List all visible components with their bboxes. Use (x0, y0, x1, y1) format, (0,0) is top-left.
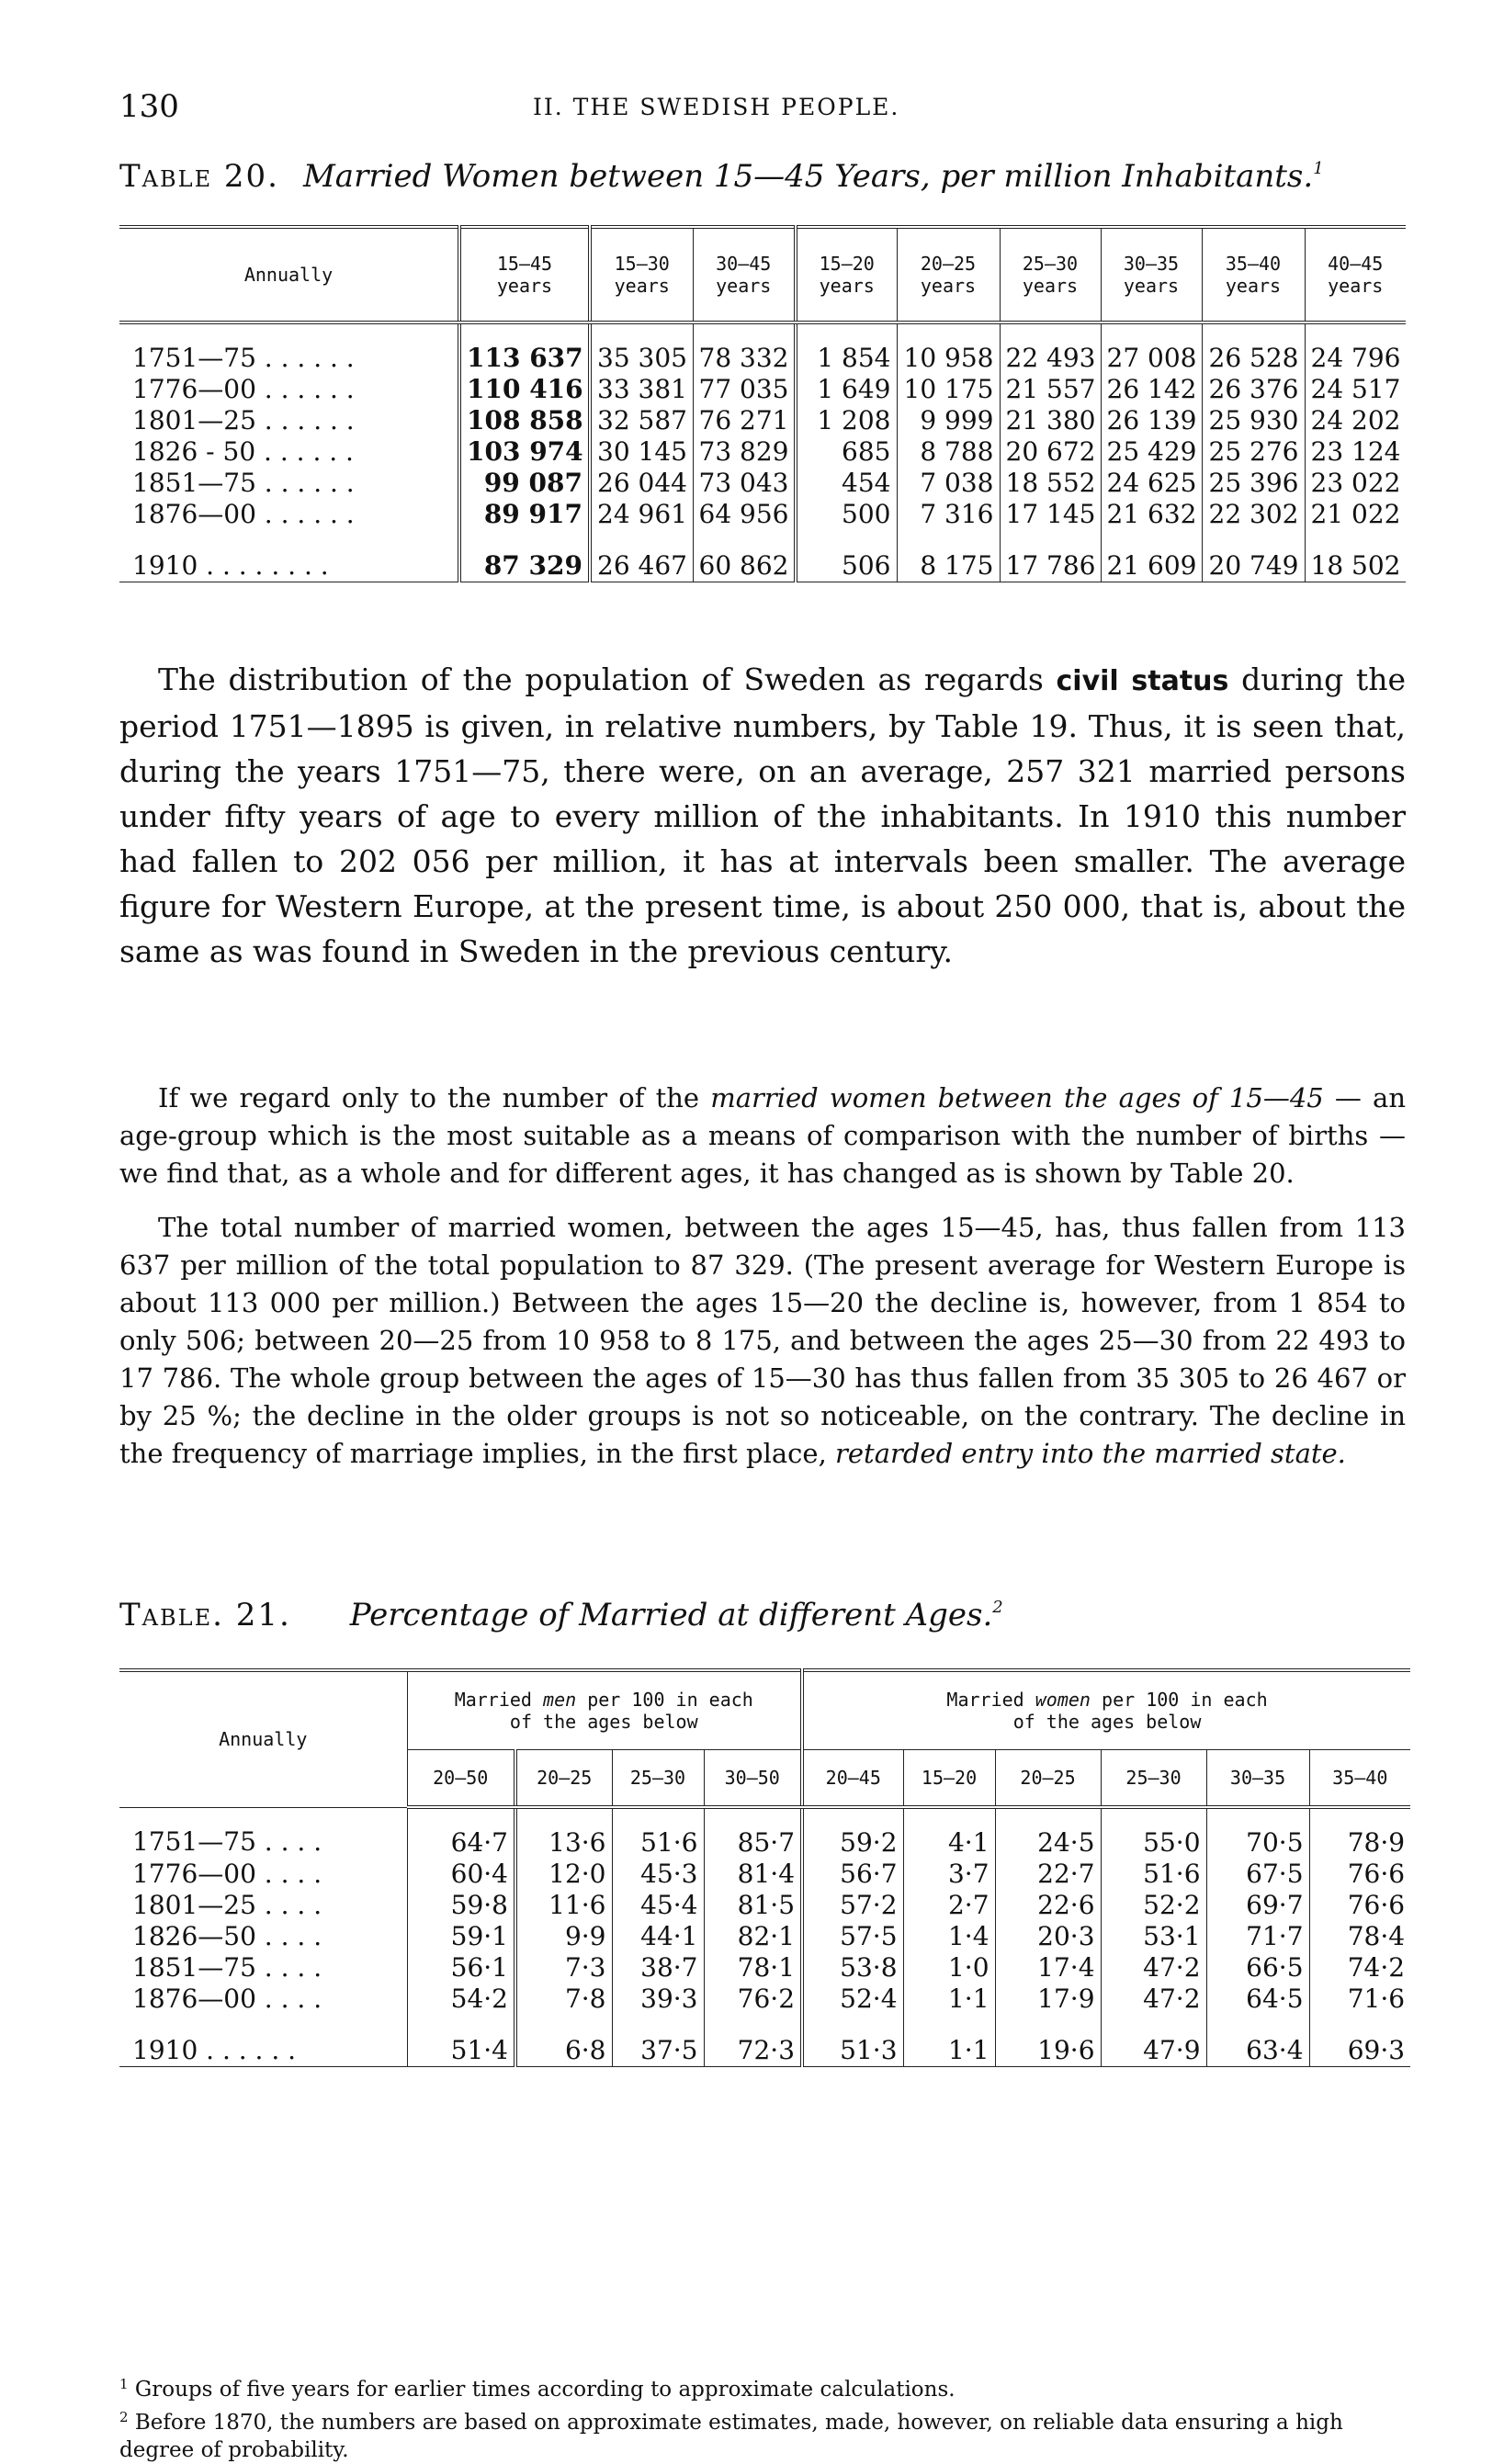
spacer-cell (1000, 530, 1101, 550)
spacer-cell (802, 2015, 903, 2035)
column-header (693, 227, 796, 322)
column-header (590, 227, 693, 322)
value-cell: 77 035 (693, 374, 796, 405)
value-cell: 7·3 (515, 1952, 612, 1984)
column-header: 20—25 (995, 1750, 1101, 1808)
value-cell: 76·6 (1309, 1859, 1410, 1890)
value-cell: 22 493 (1000, 322, 1101, 374)
column-unit: years (1022, 275, 1079, 297)
column-header (1000, 227, 1101, 322)
column-header (796, 227, 897, 322)
spacer-cell (903, 2015, 995, 2035)
value-cell: 85·7 (704, 1807, 802, 1859)
value-cell: 35 305 (590, 322, 693, 374)
value-cell: 9 999 (897, 405, 1000, 436)
value-cell: 500 (796, 499, 897, 530)
column-header: 25—30 (1101, 1750, 1206, 1808)
footnote-2: $^2$ Before 1870, the numbers are based on approximate estimates, made, however, on reliable data ensuring a high degree of probability. (119, 2409, 1343, 2462)
table-20-body (119, 322, 1406, 582)
period-cell: 1910 . . . . . . . . (132, 550, 329, 581)
period-cell: 1751—75 . . . . . . (132, 343, 355, 373)
column-unit: years (920, 275, 977, 297)
spacer-row (119, 2015, 1410, 2035)
value-cell: 103 974 (459, 436, 590, 468)
value-cell: 8 175 (897, 550, 1000, 582)
value-cell: 81·5 (704, 1890, 802, 1921)
value-cell: 44·1 (612, 1921, 704, 1952)
column-unit: years (496, 275, 553, 297)
value-cell: 59·8 (407, 1890, 515, 1921)
column-unit: years (1123, 275, 1180, 297)
column-header (1305, 227, 1406, 322)
spacer-row (119, 530, 1406, 550)
value-cell: 52·2 (1101, 1890, 1206, 1921)
value-cell: 25 276 (1202, 436, 1305, 468)
column-header (897, 227, 1000, 322)
spacer-cell (693, 530, 796, 550)
chapter-title: II. THE SWEDISH PEOPLE. (533, 94, 900, 120)
value-cell: 26 044 (590, 468, 693, 499)
value-cell: 71·6 (1309, 1984, 1410, 2015)
spacer-cell (590, 530, 693, 550)
value-cell: 27 008 (1101, 322, 1202, 374)
value-cell: 9·9 (515, 1921, 612, 1952)
value-cell: 1·1 (903, 2035, 995, 2067)
value-cell: 30 145 (590, 436, 693, 468)
value-cell: 10 175 (897, 374, 1000, 405)
period-cell: 1826 - 50 . . . . . . (132, 436, 354, 467)
table-20-corner: Annually (119, 227, 459, 322)
married-women-emphasis: married women between the ages of 15—45 (710, 1082, 1324, 1113)
column-unit: years (716, 275, 772, 297)
value-cell: 19·6 (995, 2035, 1101, 2067)
value-cell: 12·0 (515, 1859, 612, 1890)
table-row (119, 405, 1406, 436)
value-cell: 53·8 (802, 1952, 903, 1984)
column-unit: years (614, 275, 670, 297)
value-cell: 26 139 (1101, 405, 1202, 436)
value-cell: 26 142 (1101, 374, 1202, 405)
value-cell: 74·2 (1309, 1952, 1410, 1984)
table-21 (119, 1668, 1410, 2067)
table-21-caption (119, 1597, 1003, 1633)
value-cell: 24·5 (995, 1807, 1101, 1859)
value-cell: 7 316 (897, 499, 1000, 530)
value-cell: 3·7 (903, 1859, 995, 1890)
value-cell: 51·6 (612, 1807, 704, 1859)
value-cell: 76 271 (693, 405, 796, 436)
column-header: 20—45 (802, 1750, 903, 1808)
value-cell: 26 467 (590, 550, 693, 582)
table-20-caption (119, 158, 1324, 195)
value-cell: 10 958 (897, 322, 1000, 374)
value-cell: 25 396 (1202, 468, 1305, 499)
value-cell: 73 829 (693, 436, 796, 468)
paragraph-civil-status: The distribution of the population of Sweden as regards civil status during the period 1751—1895 is given, in relative numbers, by Table 19. Thus, it is seen that, during the years 1751—75, there were, on an average, 257 321 married persons under fifty years of age to every million of the inhabitants. In 1910 this number had fallen to 202 056 per million, it has at intervals been smaller. The average figure for Western Europe, at the present time, is about 250 000, that is, about the same as was found in Sweden in the previous century. (119, 661, 1406, 969)
column-range: 30—45 (716, 253, 772, 275)
running-head (119, 88, 1406, 125)
value-cell: 17·9 (995, 1984, 1101, 2015)
value-cell: 60·4 (407, 1859, 515, 1890)
value-cell: 23 022 (1305, 468, 1406, 499)
footnotes (119, 2370, 1406, 2464)
value-cell: 89 917 (459, 499, 590, 530)
value-cell: 454 (796, 468, 897, 499)
column-range: 15—20 (819, 253, 875, 275)
value-cell: 1 208 (796, 405, 897, 436)
value-cell: 66·5 (1206, 1952, 1309, 1984)
value-cell: 24 202 (1305, 405, 1406, 436)
value-cell: 64·5 (1206, 1984, 1309, 2015)
spacer-cell (1305, 530, 1406, 550)
period-cell: 1910 . . . . . . (132, 2035, 297, 2065)
spacer-cell (407, 2015, 515, 2035)
value-cell: 57·5 (802, 1921, 903, 1952)
table-row (119, 1890, 1410, 1921)
value-cell: 21 022 (1305, 499, 1406, 530)
value-cell: 63·4 (1206, 2035, 1309, 2067)
column-header (1202, 227, 1305, 322)
value-cell: 21 380 (1000, 405, 1101, 436)
column-header: 35—40 (1309, 1750, 1410, 1808)
value-cell: 21 632 (1101, 499, 1202, 530)
value-cell: 59·1 (407, 1921, 515, 1952)
spacer-cell (1101, 2015, 1206, 2035)
value-cell: 53·1 (1101, 1921, 1206, 1952)
table-row (119, 322, 1406, 374)
table-row (119, 374, 1406, 405)
value-cell: 7·8 (515, 1984, 612, 2015)
value-cell: 59·2 (802, 1807, 903, 1859)
table-21-body (119, 1807, 1410, 2067)
page-number: 130 (119, 88, 179, 125)
value-cell: 70·5 (1206, 1807, 1309, 1859)
value-cell: 51·6 (1101, 1859, 1206, 1890)
value-cell: 17·4 (995, 1952, 1101, 1984)
spacer-cell (995, 2015, 1101, 2035)
value-cell: 8 788 (897, 436, 1000, 468)
period-cell: 1801—25 . . . . (132, 1890, 322, 1920)
value-cell: 45·4 (612, 1890, 704, 1921)
footnote-ref-1: 1 (1313, 159, 1324, 178)
table-21-label: Table. 21. (119, 1597, 291, 1633)
period-cell: 1876—00 . . . . (132, 1984, 322, 2014)
value-cell: 685 (796, 436, 897, 468)
column-range: 25—30 (1022, 253, 1079, 275)
value-cell: 1 854 (796, 322, 897, 374)
table-row (119, 468, 1406, 499)
table-row (119, 2035, 1410, 2067)
column-unit: years (1225, 275, 1282, 297)
column-range: 20—25 (920, 253, 977, 275)
value-cell: 18 502 (1305, 550, 1406, 582)
value-cell: 76·6 (1309, 1890, 1410, 1921)
value-cell: 506 (796, 550, 897, 582)
value-cell: 26 528 (1202, 322, 1305, 374)
value-cell: 82·1 (704, 1921, 802, 1952)
value-cell: 26 376 (1202, 374, 1305, 405)
spacer-cell (119, 2015, 407, 2035)
value-cell: 108 858 (459, 405, 590, 436)
paragraph-decline: The total number of married women, between the ages 15—45, has, thus fallen from 113 637 per million of the total population to 87 329. (The present average for Western Europe is about 113 000 per million.) Between the ages 15—20 the decline is, however, from 1 854 to only 506; between 20—25 from 10 958 to 8 175, and between the ages 25—30 from 22 493 to 17 786. The whole group between the ages of 15—30 has thus fallen from 35 305 to 26 467 or by 25 %; the decline in the older groups is not so noticeable, on the contrary. The decline in the frequency of marriage implies, in the first place, retarded entry into the married state. (119, 1212, 1406, 1469)
value-cell: 11·6 (515, 1890, 612, 1921)
value-cell: 7 038 (897, 468, 1000, 499)
value-cell: 21 609 (1101, 550, 1202, 582)
value-cell: 6·8 (515, 2035, 612, 2067)
table-row (119, 1807, 1410, 1859)
value-cell: 1·0 (903, 1952, 995, 1984)
spacer-cell (1202, 530, 1305, 550)
value-cell: 1·4 (903, 1921, 995, 1952)
table-21-title: Percentage of Married at different Ages.$^2$ (349, 1597, 1003, 1633)
footnote-1: $^1$ Groups of five years for earlier times according to approximate calculations. (119, 2376, 956, 2402)
value-cell: 32 587 (590, 405, 693, 436)
value-cell: 24 625 (1101, 468, 1202, 499)
value-cell: 38·7 (612, 1952, 704, 1984)
table-21-corner: Annually (119, 1670, 407, 1807)
value-cell: 64 956 (693, 499, 796, 530)
paragraph-married-women: If we regard only to the number of the married women between the ages of 15—45 — an age-group which is the most suitable as a means of comparison with the number of births — we find that, as a whole and for different ages, it has changed as is shown by Table 20. (119, 1082, 1407, 1189)
value-cell: 22 302 (1202, 499, 1305, 530)
period-cell: 1851—75 . . . . . . (132, 468, 355, 498)
column-header: 25—30 (612, 1750, 704, 1808)
value-cell: 81·4 (704, 1859, 802, 1890)
table-row (119, 1984, 1410, 2015)
table-20-title: Married Women between 15—45 Years, per million Inhabitants.$^1$ (302, 158, 1324, 195)
column-range: 35—40 (1225, 253, 1282, 275)
value-cell: 37·5 (612, 2035, 704, 2067)
value-cell: 17 145 (1000, 499, 1101, 530)
column-header (1101, 227, 1202, 322)
value-cell: 21 557 (1000, 374, 1101, 405)
value-cell: 55·0 (1101, 1807, 1206, 1859)
value-cell: 20·3 (995, 1921, 1101, 1952)
table-row (119, 499, 1406, 530)
spacer-cell (459, 530, 590, 550)
value-cell: 47·2 (1101, 1952, 1206, 1984)
table-row (119, 1859, 1410, 1890)
men-group-header: Married men per 100 in each of the ages below (407, 1670, 802, 1750)
value-cell: 24 961 (590, 499, 693, 530)
value-cell: 47·9 (1101, 2035, 1206, 2067)
value-cell: 54·2 (407, 1984, 515, 2015)
value-cell: 57·2 (802, 1890, 903, 1921)
column-unit: years (819, 275, 875, 297)
value-cell: 52·4 (802, 1984, 903, 2015)
value-cell: 113 637 (459, 322, 590, 374)
column-unit: years (1328, 275, 1384, 297)
value-cell: 1 649 (796, 374, 897, 405)
value-cell: 17 786 (1000, 550, 1101, 582)
value-cell: 78·1 (704, 1952, 802, 1984)
column-header: 15—20 (903, 1750, 995, 1808)
value-cell: 72·3 (704, 2035, 802, 2067)
value-cell: 56·7 (802, 1859, 903, 1890)
value-cell: 25 930 (1202, 405, 1305, 436)
period-cell: 1801—25 . . . . . . (132, 405, 355, 435)
retarded-entry-emphasis: retarded entry into the married state. (835, 1438, 1346, 1469)
value-cell: 20 749 (1202, 550, 1305, 582)
period-cell: 1776—00 . . . . (132, 1859, 322, 1889)
value-cell: 76·2 (704, 1984, 802, 2015)
women-group-header: Married women per 100 in each of the ages below (802, 1670, 1410, 1750)
table-row (119, 1921, 1410, 1952)
table-20 (119, 225, 1406, 582)
value-cell: 22·6 (995, 1890, 1101, 1921)
value-cell: 4·1 (903, 1807, 995, 1859)
table-row (119, 436, 1406, 468)
value-cell: 71·7 (1206, 1921, 1309, 1952)
value-cell: 39·3 (612, 1984, 704, 2015)
value-cell: 51·3 (802, 2035, 903, 2067)
value-cell: 2·7 (903, 1890, 995, 1921)
column-header: 20—25 (515, 1750, 612, 1808)
value-cell: 78·9 (1309, 1807, 1410, 1859)
column-header: 30—35 (1206, 1750, 1309, 1808)
table-21-group-header-row (119, 1670, 1410, 1750)
value-cell: 64·7 (407, 1807, 515, 1859)
period-cell: 1826—50 . . . . (132, 1921, 322, 1951)
table-20-header-row (119, 227, 1406, 322)
value-cell: 24 796 (1305, 322, 1406, 374)
value-cell: 73 043 (693, 468, 796, 499)
period-cell: 1776—00 . . . . . . (132, 374, 355, 404)
value-cell: 78·4 (1309, 1921, 1410, 1952)
value-cell: 56·1 (407, 1952, 515, 1984)
value-cell: 1·1 (903, 1984, 995, 2015)
column-range: 15—45 (496, 253, 553, 275)
value-cell: 87 329 (459, 550, 590, 582)
value-cell: 25 429 (1101, 436, 1202, 468)
period-cell: 1851—75 . . . . (132, 1952, 322, 1983)
value-cell: 18 552 (1000, 468, 1101, 499)
value-cell: 13·6 (515, 1807, 612, 1859)
value-cell: 47·2 (1101, 1984, 1206, 2015)
value-cell: 20 672 (1000, 436, 1101, 468)
column-range: 30—35 (1123, 253, 1180, 275)
value-cell: 24 517 (1305, 374, 1406, 405)
column-header: 30—50 (704, 1750, 802, 1808)
table-row (119, 550, 1406, 582)
column-range: 40—45 (1328, 253, 1384, 275)
value-cell: 67·5 (1206, 1859, 1309, 1890)
table-row (119, 1952, 1410, 1984)
value-cell: 69·7 (1206, 1890, 1309, 1921)
spacer-cell (119, 530, 459, 550)
spacer-cell (796, 530, 897, 550)
spacer-cell (515, 2015, 612, 2035)
column-range: 15—30 (614, 253, 670, 275)
value-cell: 99 087 (459, 468, 590, 499)
value-cell: 110 416 (459, 374, 590, 405)
column-header (459, 227, 590, 322)
value-cell: 78 332 (693, 322, 796, 374)
value-cell: 51·4 (407, 2035, 515, 2067)
period-cell: 1876—00 . . . . . . (132, 499, 355, 529)
column-header: 20—50 (407, 1750, 515, 1808)
spacer-cell (1101, 530, 1202, 550)
spacer-cell (612, 2015, 704, 2035)
spacer-cell (897, 530, 1000, 550)
spacer-cell (704, 2015, 802, 2035)
value-cell: 45·3 (612, 1859, 704, 1890)
civil-status-emphasis: civil status (1056, 665, 1229, 697)
spacer-cell (1206, 2015, 1309, 2035)
table-20-label: Table 20. (119, 158, 279, 195)
value-cell: 23 124 (1305, 436, 1406, 468)
value-cell: 69·3 (1309, 2035, 1410, 2067)
footnote-ref-2: 2 (992, 1598, 1003, 1617)
spacer-cell (1309, 2015, 1410, 2035)
period-cell: 1751—75 . . . . (132, 1826, 322, 1858)
value-cell: 33 381 (590, 374, 693, 405)
value-cell: 60 862 (693, 550, 796, 582)
value-cell: 22·7 (995, 1859, 1101, 1890)
